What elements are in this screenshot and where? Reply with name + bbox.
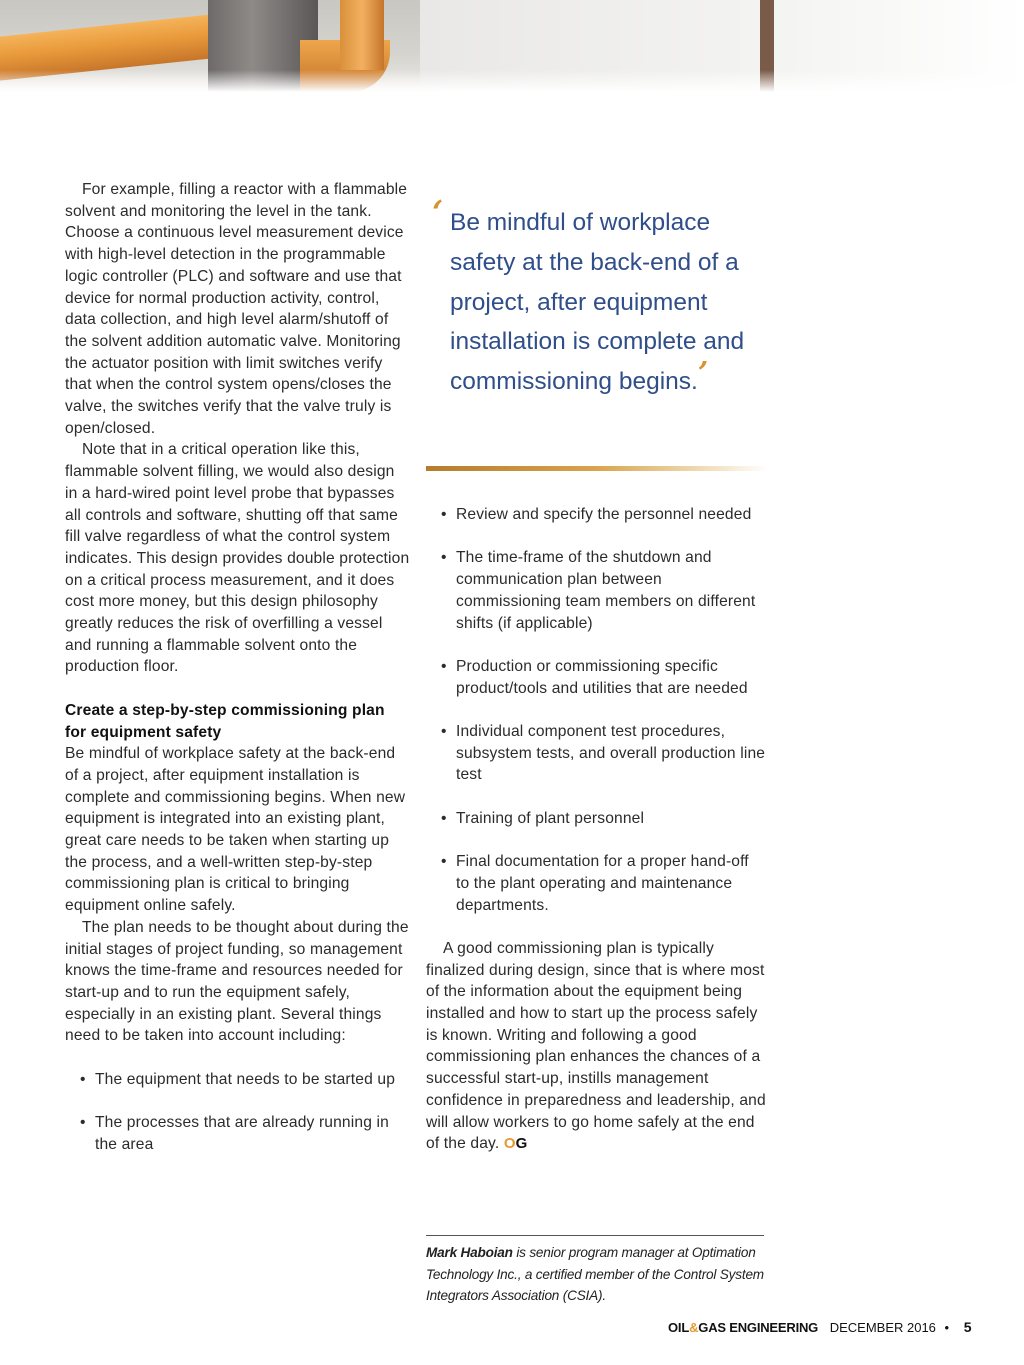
end-mark-logo-icon xyxy=(504,1135,528,1152)
list-item: • The time-frame of the shutdown and communication plan between commissioning team members on different shifts (if applicable) xyxy=(426,547,766,634)
bullet-list xyxy=(426,656,766,699)
header-photo xyxy=(0,0,1024,92)
end-mark-g: G xyxy=(515,1135,528,1153)
list-item: • Production or commissioning specific product/tools and utilities that are needed xyxy=(426,656,766,699)
list-item: • Individual component test procedures, subsystem tests, and overall production line test xyxy=(426,721,766,786)
brand-gas-engineering: GAS ENGINEERING xyxy=(698,1320,819,1335)
bullet-list xyxy=(426,721,766,786)
quote-open-icon: ‘ xyxy=(432,193,444,231)
closing-text: A good commissioning plan is typically finalized during design, since that is where most of the information about the equipment being installed and how to start up the process safely is known. Writing and following a good commissioning plan enhances the chances of a successful start-up, instills management confidence in preparedness and leadership, and will allow workers to go home safely at the end of the day. xyxy=(426,939,766,1153)
pull-quote-text: Be mindful of workplace safety at the back-end of a project, after equipment installation is complete and commissioning begins. xyxy=(450,209,745,396)
footer-separator: • xyxy=(944,1320,950,1335)
list-item: • Review and specify the personnel needed xyxy=(426,504,766,526)
section-heading: Create a step-by-step commissioning plan for equipment safety xyxy=(65,701,385,741)
page-number: 5 xyxy=(963,1319,972,1335)
issue-date: DECEMBER 2016 xyxy=(829,1320,936,1335)
list-item: • The equipment that needs to be started up xyxy=(65,1069,410,1091)
brand-oil: OIL xyxy=(668,1320,690,1335)
author-name: Mark Haboian xyxy=(426,1245,513,1260)
bullet-list xyxy=(426,808,766,830)
right-column xyxy=(426,504,766,1155)
bio-divider xyxy=(426,1235,764,1236)
page-footer xyxy=(668,1318,972,1337)
author-bio xyxy=(426,1242,771,1307)
body-paragraph: The plan needs to be thought about during the initial stages of project funding, so management knows the time-frame and resources needed for start-up and to run the equipment safely, especially in an existing plant. Several things need to be taken into account including: xyxy=(65,918,409,1045)
bullet-list xyxy=(65,1069,410,1091)
left-column xyxy=(65,179,410,1156)
author-bio-text: is senior program manager at Optimation Technology Inc., a certified member of the Control System Integrators Association (CSIA). xyxy=(426,1245,764,1303)
pull-quote xyxy=(450,203,770,402)
body-paragraph: For example, filling a reactor with a flammable solvent and monitoring the level in the tank. Choose a continuous level measurement device with high-level detection in the programmable logic controller (PLC) and software and use that device for normal production activity, control, data collection, and high level alarm/shutoff of the solvent addition automatic valve. Monitoring the actuator position with limit switches verify that when the control system opens/closes the valve, the switches verify that the valve truly is open/closed. xyxy=(65,181,408,437)
bullet-list xyxy=(426,504,766,526)
list-item: • Final documentation for a proper hand-off to the plant operating and maintenance departments. xyxy=(426,851,766,916)
body-paragraph: Be mindful of workplace safety at the back-end of a project, after equipment installation is complete and commissioning begins. When new equipment is integrated into an existing plant, great care needs to be taken when starting up the process, and a well-written step-by-step commissioning plan is critical to bringing equipment online safely. xyxy=(65,745,406,915)
list-item: • Training of plant personnel xyxy=(426,808,766,830)
bullet-list xyxy=(426,547,766,634)
list-item: • The processes that are already running in the area xyxy=(65,1112,410,1155)
publication-name xyxy=(668,1320,818,1335)
bullet-list xyxy=(426,851,766,916)
bullet-list xyxy=(65,1112,410,1155)
quote-divider xyxy=(426,466,768,471)
end-mark-o: O xyxy=(503,1135,516,1153)
body-paragraph: Note that in a critical operation like this, flammable solvent filling, we would also design in a hard-wired point level probe that bypasses all controls and software, shutting off that same fill valve regardless of what the control system indicates. This design provides double protection on a critical process measurement, and it does cost more money, but this design philosophy greatly reduces the risk of overfilling a vessel and running a flammable solvent onto the production floor. xyxy=(65,441,410,676)
closing-paragraph xyxy=(426,938,766,1155)
quote-close-icon: ’ xyxy=(697,356,709,392)
brand-ampersand: & xyxy=(689,1320,699,1335)
